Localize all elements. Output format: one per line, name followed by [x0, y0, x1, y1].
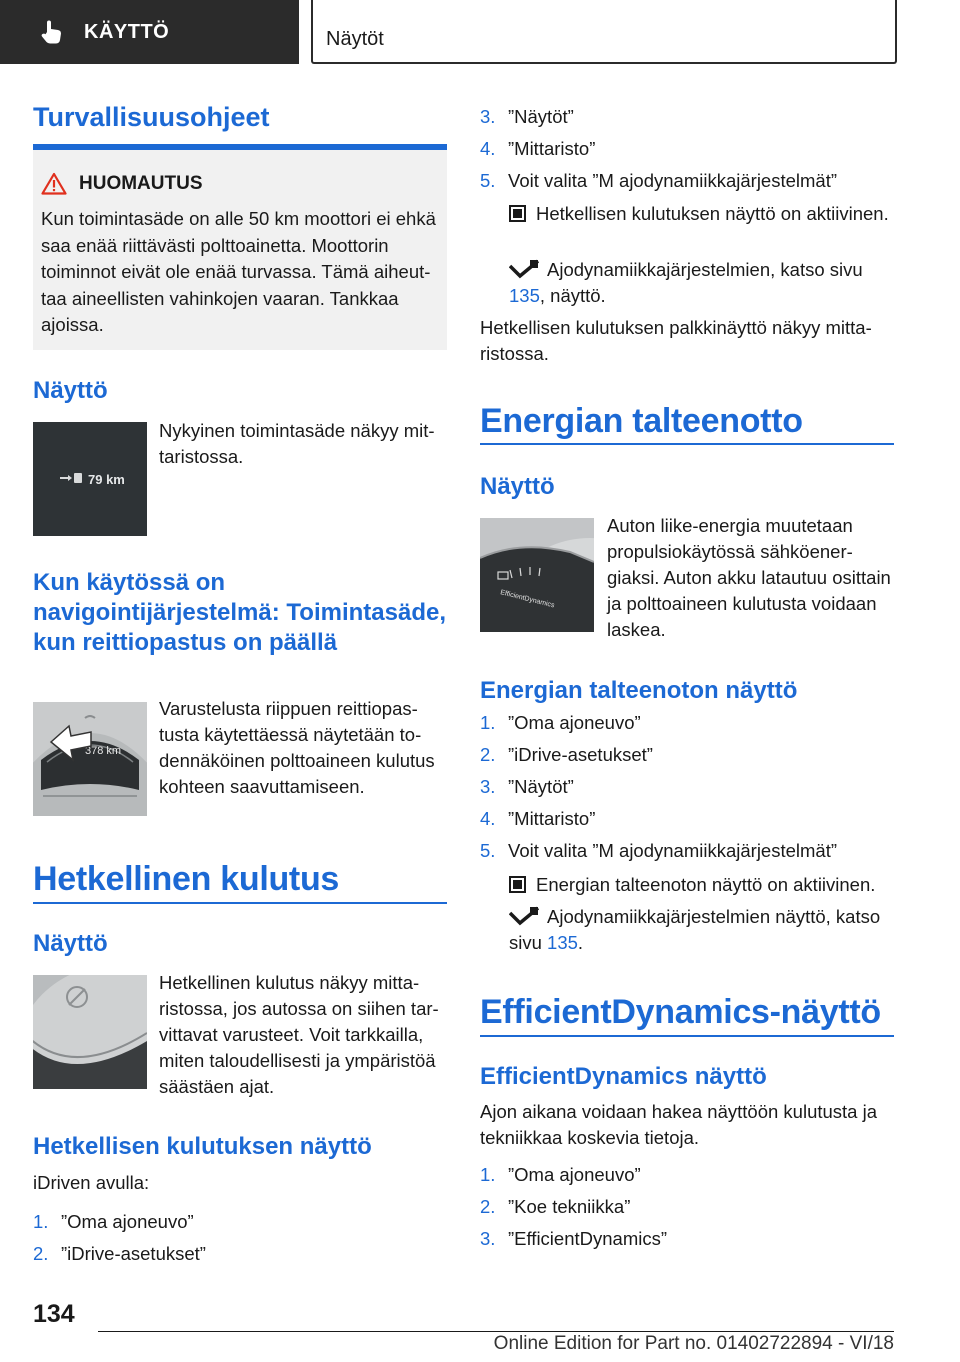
idrive-text: iDriven avulla: — [33, 1172, 150, 1193]
heading-naytto-3: Näyttö — [480, 473, 555, 500]
check-note-2: Energian talteenoton näyttö on aktiivinen. — [509, 872, 895, 898]
heading-naytto: Näyttö — [33, 377, 108, 404]
warning-triangle-icon — [41, 172, 67, 195]
steps-list-right-cont — [480, 101, 894, 197]
heading-hetkellinen-kulutus: Hetkellinen kulutus — [33, 860, 340, 898]
heading-underline — [33, 902, 447, 904]
page-number: 134 — [33, 1300, 75, 1328]
list-item: 2. ”iDrive-asetukset” — [480, 744, 653, 765]
warning-title: HUOMAUTUS — [79, 172, 203, 194]
list-item: 3. ”Näytöt” — [480, 776, 574, 797]
heading-efficientdynamics-sub: EfficientDynamics näyttö — [480, 1063, 767, 1090]
chapter-title: Näytöt — [326, 28, 384, 50]
edition-text: Online Edition for Part no. 01402722894 - VI/18 — [493, 1333, 894, 1354]
heading-underline — [480, 443, 894, 445]
naytto-text: Nykyinen toimintasäde näkyy mittaristossa. — [159, 420, 435, 467]
page-link-135[interactable]: 135 — [547, 932, 578, 953]
header-title-box — [311, 0, 897, 64]
list-item: 1. ”Oma ajoneuvo” — [33, 1211, 194, 1232]
steps-list-left — [33, 1206, 447, 1270]
nav-range-readout: 378 km — [85, 745, 122, 757]
reference-arrow-icon — [509, 259, 539, 279]
heading-navigation: Kun käytössä on navigointijärjestelmä: Toimintasäde, kun reittiopastus on päällä — [33, 569, 446, 656]
naytto3-text: Auton liike-energia muutetaan propulsiokäytössä sähköenergiaksi. Auton akku latautuu osittain ja polttoaineen kulutusta voidaan laskea. — [607, 515, 891, 640]
list-item: 1. ”Oma ajoneuvo” — [480, 1164, 641, 1185]
range-display-image — [33, 422, 147, 536]
ed-text: Ajon aikana voidaan hakea näyttöön kulutusta ja tekniikkaa koskevia tietoja. — [480, 1101, 878, 1148]
efficientdynamics-label: EfficientDynamics — [499, 589, 556, 610]
warning-header — [41, 172, 203, 195]
list-item: 2. ”iDrive-asetukset” — [33, 1243, 206, 1264]
nav-cluster-image — [33, 702, 147, 816]
steps-list-energia — [480, 707, 894, 867]
efficientdynamics-image — [480, 518, 594, 632]
hand-pointer-icon — [38, 18, 66, 46]
check-note-1: Hetkellisen kulutuksen näyttö on aktiivinen. — [509, 201, 895, 227]
bar-display-text: Hetkellisen kulutuksen palkkinäyttö näkyy mittaristossa. — [480, 317, 872, 364]
heading-energian-talteenotto: Energian talteenotto — [480, 402, 803, 440]
range-readout: 79 km — [88, 472, 125, 487]
list-item: 3. ”EfficientDynamics” — [480, 1228, 668, 1249]
header-section-tab — [0, 0, 299, 64]
nav-text: Varustelusta riippuen reittiopastusta käytettäessä näytetään todennäköinen polttoaineen kulutus kohteen saavuttamiseen. — [159, 698, 435, 797]
reference-1: Ajodynamiikkajärjestelmien, katso sivu 135, näyttö. — [509, 259, 863, 306]
section-label: KÄYTTÖ — [84, 20, 170, 43]
reference-arrow-icon — [509, 906, 539, 926]
heading-naytto-2: Näyttö — [33, 930, 108, 957]
heading-efficientdynamics-naytto: EfficientDynamics-näyttö — [480, 993, 881, 1031]
heading-hetkellisen-kulutuksen-naytto: Hetkellisen kulutuksen näyttö — [33, 1133, 372, 1160]
warning-text: Kun toimintasäde on alle 50 km moottori ei ehkä saa enää riittävästi polttoainetta. Moottorin toiminnot eivät ole enää turvassa. Tämä aiheuttaa aineellisten vahinkojen vaaran. Tankkaa ajoissa. — [41, 208, 436, 335]
list-item: 5. Voit valita ”M ajodynamiikkajärjestelmät” — [480, 170, 838, 191]
list-item: 4. ”Mittaristo” — [480, 138, 596, 159]
page-link-135[interactable]: 135 — [509, 285, 540, 306]
reference-2: Ajodynamiikkajärjestelmien näyttö, katso sivu 135. — [509, 906, 881, 953]
list-item: 2. ”Koe tekniikka” — [480, 1196, 631, 1217]
list-item: 4. ”Mittaristo” — [480, 808, 596, 829]
list-item: 5. Voit valita ”M ajodynamiikkajärjestelmät” — [480, 840, 838, 861]
heading-turvallisuusohjeet: Turvallisuusohjeet — [33, 102, 270, 132]
checkbox-icon — [509, 205, 526, 222]
list-item: 3. ”Näytöt” — [480, 106, 574, 127]
checkbox-icon — [509, 876, 526, 893]
warning-box — [33, 150, 447, 350]
heading-underline — [480, 1035, 894, 1037]
steps-list-ed — [480, 1159, 894, 1255]
naytto2-text: Hetkellinen kulutus näkyy mittaristossa, jos autossa on siihen tarvittavat varusteet. Voit tarkkailla, miten taloudellisesti ja ympäristöä säästäen ajat. — [159, 972, 439, 1097]
list-item: 1. ”Oma ajoneuvo” — [480, 712, 641, 733]
footer-rule — [98, 1331, 894, 1332]
heading-energian-talteenoton-naytto: Energian talteenoton näyttö — [480, 677, 798, 704]
consumption-cluster-image — [33, 975, 147, 1089]
